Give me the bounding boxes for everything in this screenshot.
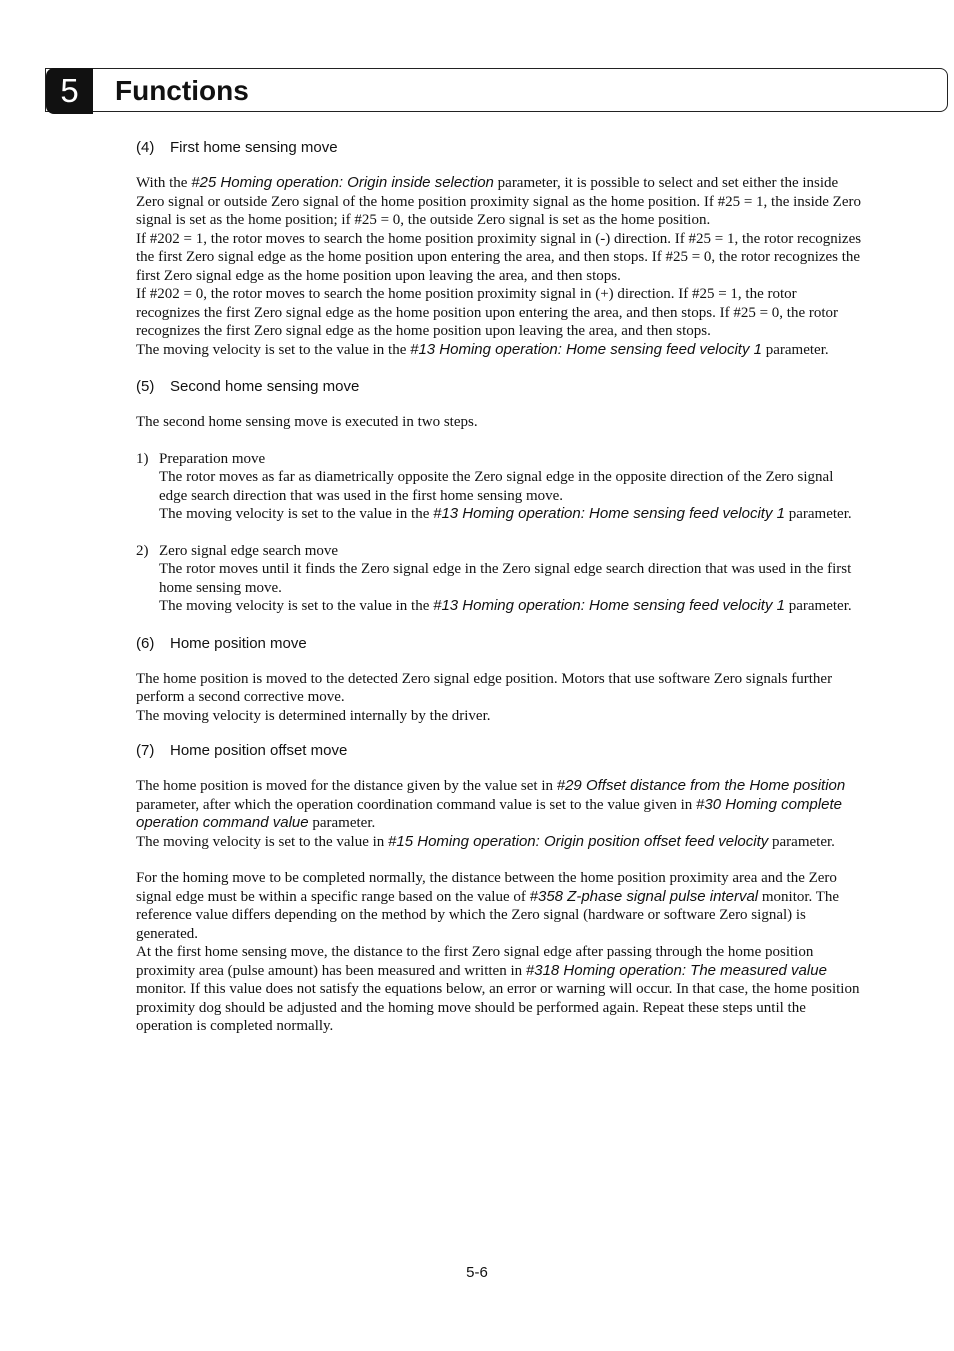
text: parameter, it is possible to select and set either the inside Zero signal or outside Zero signal of the home position proximity signal as the home position. If #25 = 1, the inside Zero signal is set as the home position; if #25 = 0, the outside Zero signal is set as the home position. [136,175,862,228]
text: The moving velocity is set to the value in [136,833,389,850]
text: parameter. [768,833,835,850]
param-ref: #29 Offset distance from the Home position [556,777,846,794]
item-number: 2) [136,542,149,559]
text: parameter, after which the operation coordination command value is set to the value given in [136,796,697,813]
paragraph [136,341,864,360]
paragraph [136,943,864,1036]
text: The moving velocity is set to the value in the [159,598,434,614]
paragraph: The second home sensing move is executed in two steps. [136,414,478,430]
paragraph: The home position is moved to the detected Zero signal edge position. Motors that use software Zero signals further perform a second corrective move. [136,670,833,705]
text: monitor. If this value does not satisfy the equations below, an error or warning will occur. In that case, the home position proximity dog should be adjusted and the homing move should be performed again. Repeat these steps until the operation is completed normally. [136,981,860,1034]
section-title: Home position move [170,634,307,652]
section-title: First home sensing move [170,139,338,156]
text: With the [136,175,192,191]
section-number: (5) [136,378,155,395]
paragraph: The moving velocity is determined internally by the driver. [136,707,491,724]
text: parameter. [784,598,852,614]
param-ref: #25 Homing operation: Origin inside selection [191,174,494,191]
paragraph [136,174,864,230]
paragraph: If #202 = 0, the rotor moves to search the home position proximity signal in (+) direction. If #25 = 1, the rotor recognizes the first Zero signal edge as the home position upon entering the area, and then stops. If #25 = 0, the rotor recognizes the first Zero signal edge as the home position upon leaving the area, and then stops. [136,286,839,339]
section-number: (7) [136,742,155,759]
section-heading-7 [136,742,864,760]
chapter-header [45,68,948,112]
list-item [136,542,864,616]
paragraph [136,833,864,852]
item-label: Preparation move [159,450,266,467]
text: The moving velocity is set to the value in the [136,341,411,358]
section-heading-5 [136,378,864,396]
param-ref: #13 Homing operation: Home sensing feed velocity 1 [410,340,762,358]
list-item [136,450,864,524]
section-title: Home position offset move [170,742,348,759]
paragraph [136,777,864,833]
text: The moving velocity is set to the value in the [159,506,434,522]
paragraph [159,505,864,524]
section-number: (4) [136,139,155,156]
paragraph [136,869,864,943]
text: parameter. [761,341,829,358]
section-heading-6 [136,635,864,653]
chapter-number: 5 [46,68,93,114]
paragraph: The rotor moves as far as diametrically opposite the Zero signal edge in the opposite direction of the Zero signal edge search direction that was used in the first home sensing move. [159,469,834,504]
paragraph: If #202 = 1, the rotor moves to search the home position proximity signal in (-) direction. If #25 = 1, the rotor recognizes the first Zero signal edge as the home position upon entering the area, and then stops. If #25 = 0, the rotor recognizes the first Zero signal edge as the home position upon leaving the area, and then stops. [136,230,862,284]
param-ref: #30 Homing complete operation command value [136,795,842,831]
param-ref: #318 Homing operation: The measured value [525,961,827,979]
chapter-title: Functions [115,75,249,106]
page-content [136,139,864,1036]
param-ref: #13 Homing operation: Home sensing feed velocity 1 [433,505,785,522]
section-heading-4 [136,139,864,157]
item-label: Zero signal edge search move [159,542,339,559]
text: At the first home sensing move, the distance to the first Zero signal edge after passing through the home position proximity area (pulse amount) has been measured and written in [136,944,814,979]
section-number: (6) [136,634,155,652]
param-ref: #358 Z-phase signal pulse interval [529,887,759,905]
page-number: 5-6 [466,1264,488,1281]
text: For the homing move to be completed normally, the distance between the home position proximity area and the Zero signal edge must be within a specific range based on the value of [136,870,837,905]
text: monitor. The reference value differs depending on the method by which the Zero signal (hardware or software Zero signal) is generated. [136,888,840,942]
text: The home position is moved for the distance given by the value set in [136,778,557,794]
item-number: 1) [136,450,149,467]
text: parameter. [308,815,376,831]
section-title: Second home sensing move [170,378,360,395]
param-ref: #15 Homing operation: Origin position offset feed velocity [388,832,769,850]
paragraph [159,597,864,616]
param-ref: #13 Homing operation: Home sensing feed velocity 1 [433,597,785,614]
text: parameter. [784,506,852,522]
paragraph: The rotor moves until it finds the Zero signal edge in the Zero signal edge search direction that was used in the first home sensing move. [159,561,852,596]
